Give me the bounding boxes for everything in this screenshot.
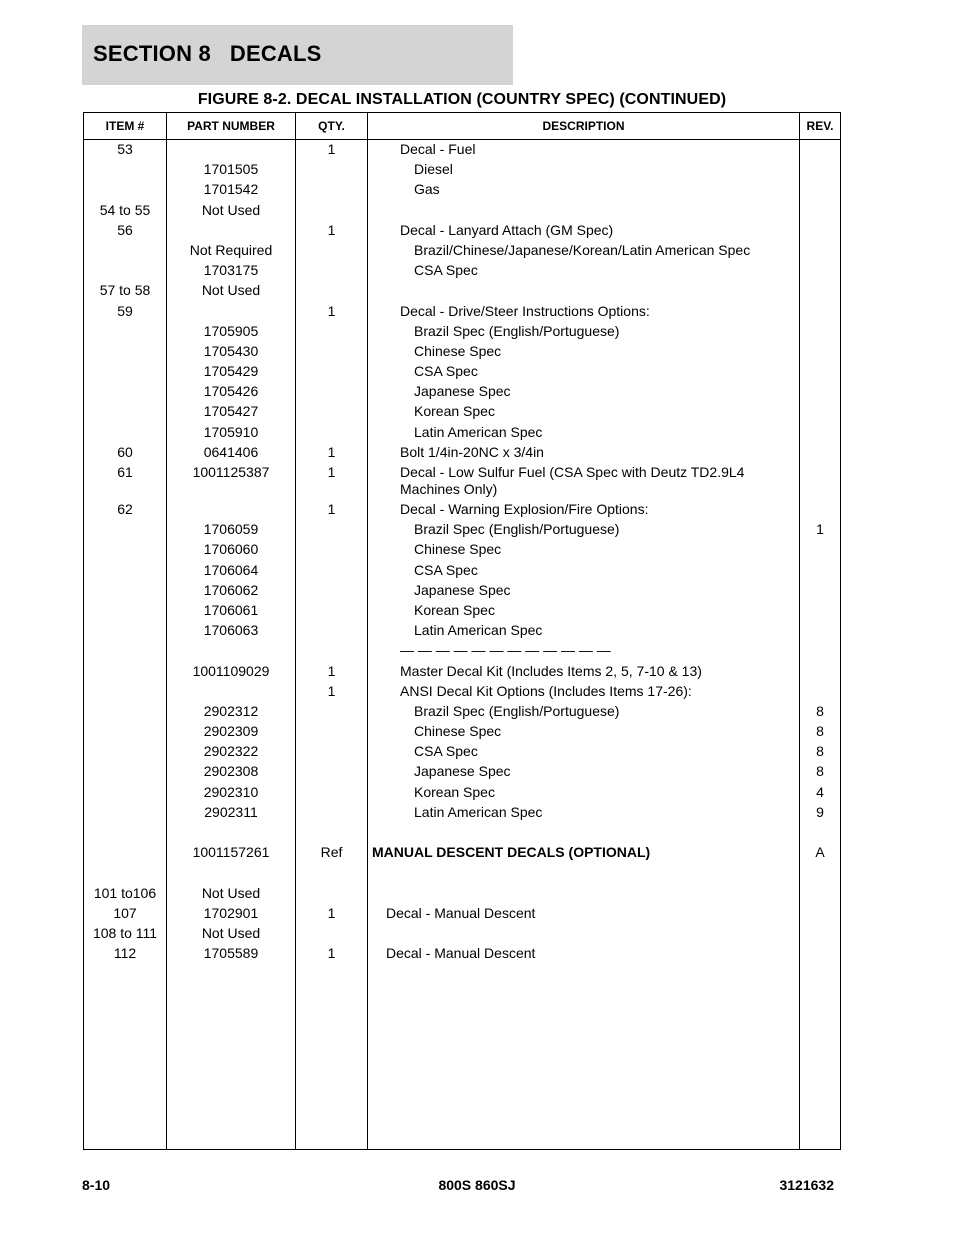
cell-part-number: 2902312 [203, 702, 259, 719]
cell-description: Brazil Spec (English/Portuguese) [414, 322, 620, 339]
cell-description: Chinese Spec [414, 541, 502, 558]
cell-part-number: 1001157261 [192, 844, 270, 861]
table-row [84, 662, 840, 682]
cell-description: Brazil Spec (English/Portuguese) [414, 702, 620, 719]
cell-part-number: Not Used [201, 282, 261, 299]
cell-description: Decal - Low Sulfur Fuel (CSA Spec with Deutz TD2.9L4 Machines Only) [400, 464, 745, 497]
section-banner [82, 25, 513, 85]
cell-rev: 8 [816, 743, 824, 760]
cell-part-number: 1706061 [203, 601, 259, 618]
table-row [84, 843, 840, 863]
cell-part-number: 1706064 [203, 561, 259, 578]
table-row [84, 924, 840, 944]
table-row [84, 702, 840, 722]
table-row [84, 561, 840, 581]
cell-part-number: 1705430 [203, 342, 259, 359]
cell-description: Decal - Warning Explosion/Fire Options: [400, 501, 649, 517]
figure-title: FIGURE 8-2. DECAL INSTALLATION (COUNTRY SPEC) (CONTINUED) [197, 91, 727, 108]
table-row [84, 762, 840, 782]
table-row [84, 140, 840, 160]
cell-description: MANUAL DESCENT DECALS (OPTIONAL) [372, 844, 651, 861]
cell-description: CSA Spec [414, 561, 478, 578]
header-part-number: PART NUMBER [187, 119, 275, 133]
table-row [84, 362, 840, 382]
cell-rev: 4 [816, 783, 824, 800]
cell-description: Latin American Spec [414, 622, 543, 639]
table-row [84, 904, 840, 924]
cell-item-number: 107 [113, 904, 137, 921]
cell-item-number: 53 [117, 141, 133, 157]
cell-part-number: 1706060 [203, 541, 259, 558]
cell-rev: 8 [816, 702, 824, 719]
cell-part-number: 1705427 [203, 403, 259, 420]
cell-part-number: 2902310 [203, 783, 259, 800]
cell-description: Diesel [414, 161, 453, 178]
cell-description: Korean Spec [414, 783, 495, 800]
cell-part-number: 1702901 [203, 904, 259, 921]
cell-description: Decal - Manual Descent [386, 904, 536, 921]
table-row [84, 221, 840, 241]
cell-description: Japanese Spec [414, 581, 511, 598]
table-row [84, 423, 840, 443]
cell-description: Korean Spec [414, 403, 495, 420]
header-description: DESCRIPTION [542, 119, 625, 133]
cell-part-number: 2902308 [203, 763, 259, 780]
cell-part-number: 1705910 [203, 423, 259, 440]
cell-part-number: 1703175 [203, 262, 259, 279]
cell-item-number: 62 [117, 501, 133, 517]
cell-part-number: Not Required [189, 241, 273, 258]
table-row [84, 180, 840, 200]
header-item: ITEM # [105, 119, 145, 133]
cell-description: Decal - Lanyard Attach (GM Spec) [400, 221, 614, 238]
page-number: 8-10 [82, 1177, 111, 1193]
cell-description: Latin American Spec [414, 803, 543, 820]
cell-item-number: 108 to 111 [92, 924, 158, 941]
cell-qty: 1 [327, 904, 336, 921]
cell-rev: A [815, 844, 825, 861]
cell-item-number: 59 [117, 302, 133, 319]
cell-qty: 1 [327, 945, 336, 962]
cell-qty: Ref [320, 844, 343, 861]
table-row [84, 261, 840, 281]
cell-description: Brazil/Chinese/Japanese/Korean/Latin American Spec [414, 241, 751, 258]
cell-description: Decal - Drive/Steer Instructions Options: [400, 302, 650, 319]
cell-part-number: 1706062 [203, 581, 259, 598]
cell-part-number: 0641406 [203, 443, 259, 460]
cell-description: Korean Spec [414, 601, 495, 618]
cell-part-number: 1705429 [203, 363, 259, 380]
cell-item-number: 61 [117, 464, 133, 480]
cell-description: CSA Spec [414, 743, 478, 760]
cell-description: CSA Spec [414, 363, 478, 380]
cell-qty: 1 [327, 443, 336, 460]
table-row [84, 382, 840, 402]
table-row [84, 540, 840, 560]
cell-description: Gas [414, 181, 440, 198]
table-row [84, 641, 840, 661]
cell-qty: 1 [327, 501, 336, 517]
cell-part-number: 1701542 [203, 181, 259, 198]
cell-item-number: 54 to 55 [99, 201, 151, 218]
table-row [84, 281, 840, 301]
cell-part-number: 1706063 [203, 622, 259, 639]
table-row [84, 322, 840, 342]
table-row [84, 601, 840, 621]
cell-qty: 1 [327, 302, 336, 319]
cell-description: CSA Spec [414, 262, 478, 279]
table-row [84, 581, 840, 601]
cell-description: Chinese Spec [414, 723, 502, 740]
table-row [84, 500, 840, 520]
cell-part-number: 1001109029 [192, 662, 270, 679]
cell-part-number: 1705426 [203, 383, 259, 400]
cell-description: Japanese Spec [414, 763, 511, 780]
cell-qty: 1 [327, 662, 336, 679]
cell-description: Japanese Spec [414, 383, 511, 400]
cell-description: Decal - Fuel [400, 141, 476, 157]
table-row [84, 342, 840, 362]
header-rev: REV. [806, 119, 834, 133]
table-row [84, 722, 840, 742]
cell-part-number: 1001125387 [192, 464, 270, 480]
table-body [84, 140, 840, 964]
cell-item-number: 60 [117, 443, 133, 460]
cell-description: Bolt 1/4in-20NC x 3/4in [400, 443, 544, 460]
parts-table [83, 112, 841, 1150]
cell-rev: 1 [816, 521, 824, 538]
table-row [84, 682, 840, 702]
cell-qty: 1 [327, 221, 336, 238]
cell-description: Decal - Manual Descent [386, 945, 536, 962]
cell-item-number: 57 to 58 [99, 282, 151, 299]
model-number: 800S 860SJ [438, 1177, 516, 1193]
table-row [84, 443, 840, 463]
cell-part-number: 1705589 [203, 945, 259, 962]
table-row [84, 823, 840, 843]
table-row [84, 742, 840, 762]
table-row [84, 884, 840, 904]
header-qty: QTY. [318, 119, 345, 133]
cell-part-number: Not Used [201, 924, 261, 941]
cell-qty: 1 [327, 682, 336, 699]
table-row [84, 621, 840, 641]
section-title: SECTION 8 DECALS [93, 41, 322, 66]
cell-part-number: 2902322 [203, 743, 259, 760]
cell-part-number: Not Used [201, 201, 261, 218]
table-row [84, 463, 840, 500]
cell-description: Master Decal Kit (Includes Items 2, 5, 7-10 & 13) [400, 662, 702, 679]
cell-part-number: 2902311 [204, 803, 258, 820]
cell-rev: 8 [816, 763, 824, 780]
cell-part-number: 1705905 [203, 322, 259, 339]
cell-part-number: Not Used [201, 884, 261, 901]
table-row [84, 302, 840, 322]
cell-rev: 9 [816, 803, 824, 820]
table-row [84, 241, 840, 261]
table-row [84, 783, 840, 803]
cell-item-number: 101 to106 [93, 884, 157, 901]
table-row [84, 803, 840, 823]
cell-part-number: 1701505 [203, 161, 259, 178]
cell-qty: 1 [327, 141, 336, 157]
cell-description: Brazil Spec (English/Portuguese) [414, 521, 620, 538]
cell-item-number: 112 [113, 945, 137, 962]
cell-description: — — — — — — — — — — — — [400, 642, 611, 659]
cell-rev: 8 [816, 723, 824, 740]
document-number: 3121632 [779, 1177, 834, 1193]
cell-description: ANSI Decal Kit Options (Includes Items 17-26): [400, 682, 692, 699]
cell-description: Latin American Spec [414, 423, 543, 440]
table-row [84, 520, 840, 540]
table-row [84, 160, 840, 180]
table-row [84, 402, 840, 422]
cell-item-number: 56 [117, 221, 133, 238]
cell-part-number: 2902309 [203, 723, 259, 740]
cell-description: Chinese Spec [414, 342, 502, 359]
table-row [84, 863, 840, 883]
table-row [84, 944, 840, 964]
cell-part-number: 1706059 [203, 521, 259, 538]
table-row [84, 201, 840, 221]
cell-qty: 1 [327, 464, 336, 480]
